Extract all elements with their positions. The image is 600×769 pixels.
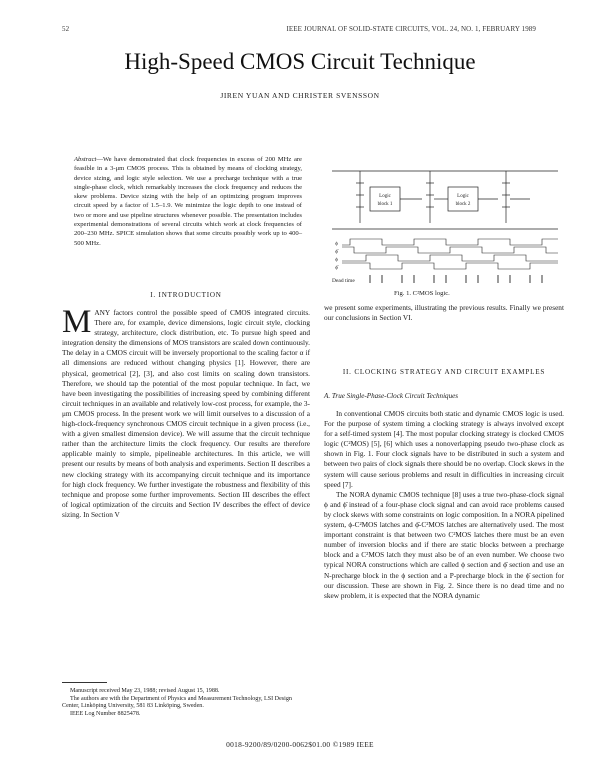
fig-signal-label-2: ϕ̄ — [335, 249, 338, 255]
paper-title: High-Speed CMOS Circuit Technique — [124, 49, 476, 74]
copyright-line: 0018-9200/89/0200-0062$01.00 ©1989 IEEE — [226, 740, 374, 749]
author-line: JIREN YUAN AND CHRISTER SVENSSON — [220, 91, 380, 100]
abstract-text: —We have demonstrated that clock frequencies in excess of 200 MHz are feasible in a 3-μm CMOS process. This is obtained by means of clocking strategy, device sizing, and logic style selection. We use a precharge technique with a true single-phase clock, which remarkably increases the clock frequency and reduces the skew problems. Device sizing with the help of an optimizing program improves circuit speed by a factor of 1.5–1.9. We minimize the logic depth to one instead of two or more and use pipeline structures whenever possible. The presentation includes experimental demonstrations of several circuits which work at clock frequencies of 200–230 MHz. SPICE simulation shows that some circuits possibly work up to 400–500 MHz. — [74, 156, 302, 247]
fig-signal-label-3: ϕ — [335, 257, 338, 263]
journal-header: IEEE JOURNAL OF SOLID-STATE CIRCUITS, VOL. 24, NO. 1, FEBRUARY 1989 — [286, 25, 536, 33]
body-paragraph: The NORA dynamic CMOS technique [8] uses a true two-phase-clock signal ϕ and ϕ̄ instead of a four-phase clock signal and can avoid race problems caused by clock skews with some constraints on logic composition. In a NORA pipelined system, ϕ-C²MOS latches and ϕ̄-C²MOS latches are alternatively used. The most important constraint is that between two C²MOS latches there must be an even number of inversion blocks and if there are static blocks between a precharge block and a C²MOS latch they must also be of an even number. We choose two typical NORA constructions which are called ϕ section and ϕ̄ section and use an N-precharge block in the ϕ section and a P-precharge block in the ϕ̄ section for our discussion. These are shown in Fig. 2. Since there is no dead time and no skew problem, it is expected that the NORA dynamic — [324, 489, 564, 600]
intro-text: factors control the possible speed of CMOS integrated circuits. There are, for example, device dimensions, logic circuit style, clocking strategy, architecture, clock distribution, etc. To pursue high speed and integration density the dimensions of MOS transistors are scaled down continuously. The delay in a CMOS circuit will be inversely proportional to the scaling factor α if all dimensions are reduced without changing physics [1]. However, there are physical, geometrical [2], [3], and also cost limits on scaling down transistors. Therefore, we should tap the potential of the most popular technique. In fact, we have been investigating the possibilities of increasing speed by combining different circuit techniques in an available and relatively low-cost process, for example, the 3-μm CMOS process. In the present work we will limit ourselves to a discussion of a high-clock-frequency synchronous CMOS circuit technique in a given process (i.e., with a given smallest dimension device). We will assume that the circuit technique rather than the architecture limits the clock frequency. Our results are therefore applicable mainly to simple, pipelineable architectures. In this article, we will present our results by means of both analysis and experiments. Section II describes a new clocking strategy with its accompanying circuit technique and its importance for high clock frequency. We further investigate the robustness and flexibility of this technique and propose some further improvements. Section III describes the effect of logical optimization of the circuits and Section IV describes the effect of device sizing. In Section V — [62, 308, 310, 519]
intro-lead-word: ANY — [94, 308, 110, 317]
intro-paragraph — [62, 304, 310, 520]
right-column-body — [324, 409, 564, 601]
figure-caption: Fig. 1. C²MOS logic. — [394, 290, 450, 297]
fig-signal-label-4: ϕ̄ — [335, 265, 338, 271]
subsection-heading: A. True Single-Phase-Clock Circuit Techniques — [324, 392, 459, 400]
footnote-affiliation: The authors are with the Department of Physics and Measurement Technology, LSI Design Center, Linköping University, 581 83 Linköping, Sweden. — [62, 695, 292, 710]
fig-block1-label: Logic — [379, 194, 391, 199]
fig-block2-sub: block 2 — [455, 202, 471, 207]
footnotes — [62, 688, 310, 718]
footnote-received: Manuscript received May 23, 1988; revised August 15, 1988. — [70, 688, 220, 694]
section-heading-clocking-strategy: II. CLOCKING STRATEGY AND CIRCUIT EXAMPLES — [342, 368, 546, 376]
body-paragraph: In conventional CMOS circuits both static and dynamic CMOS logic is used. For the purpose of system timing a clocking strategy is always involved except for a self-timed system [4]. The most popular clocking strategy is clocked CMOS logic (C²MOS) [5], [6] which uses a nonoverlapping pseudo two-phase clock as shown in Fig. 1. Four clock signals have to be distributed in such a system and between two pairs of clock signals there should be no overlap. Clock skews in the system will cause serious problems and result in difficulties in increasing circuit speed [7]. — [324, 409, 564, 489]
abstract — [74, 155, 302, 248]
abstract-label: Abstract — [74, 156, 97, 163]
fig-signal-label-1: ϕ — [335, 241, 338, 247]
page-number: 52 — [62, 25, 70, 33]
fig-dead-time-label: Dead time — [332, 278, 355, 284]
drop-cap: M — [62, 304, 92, 340]
figure-c2mos-logic — [330, 165, 560, 285]
fig-block1-sub: block 1 — [377, 202, 393, 207]
section-heading-introduction: I. INTRODUCTION — [150, 291, 222, 299]
right-column-continuation: we present some experiments, illustrating the previous results. Finally we present our conclusions in Section VI. — [324, 303, 564, 323]
footnote-log-number: IEEE Log Number 8825478. — [70, 710, 141, 717]
footnote-rule — [62, 682, 107, 683]
fig-block2-label: Logic — [457, 194, 469, 199]
